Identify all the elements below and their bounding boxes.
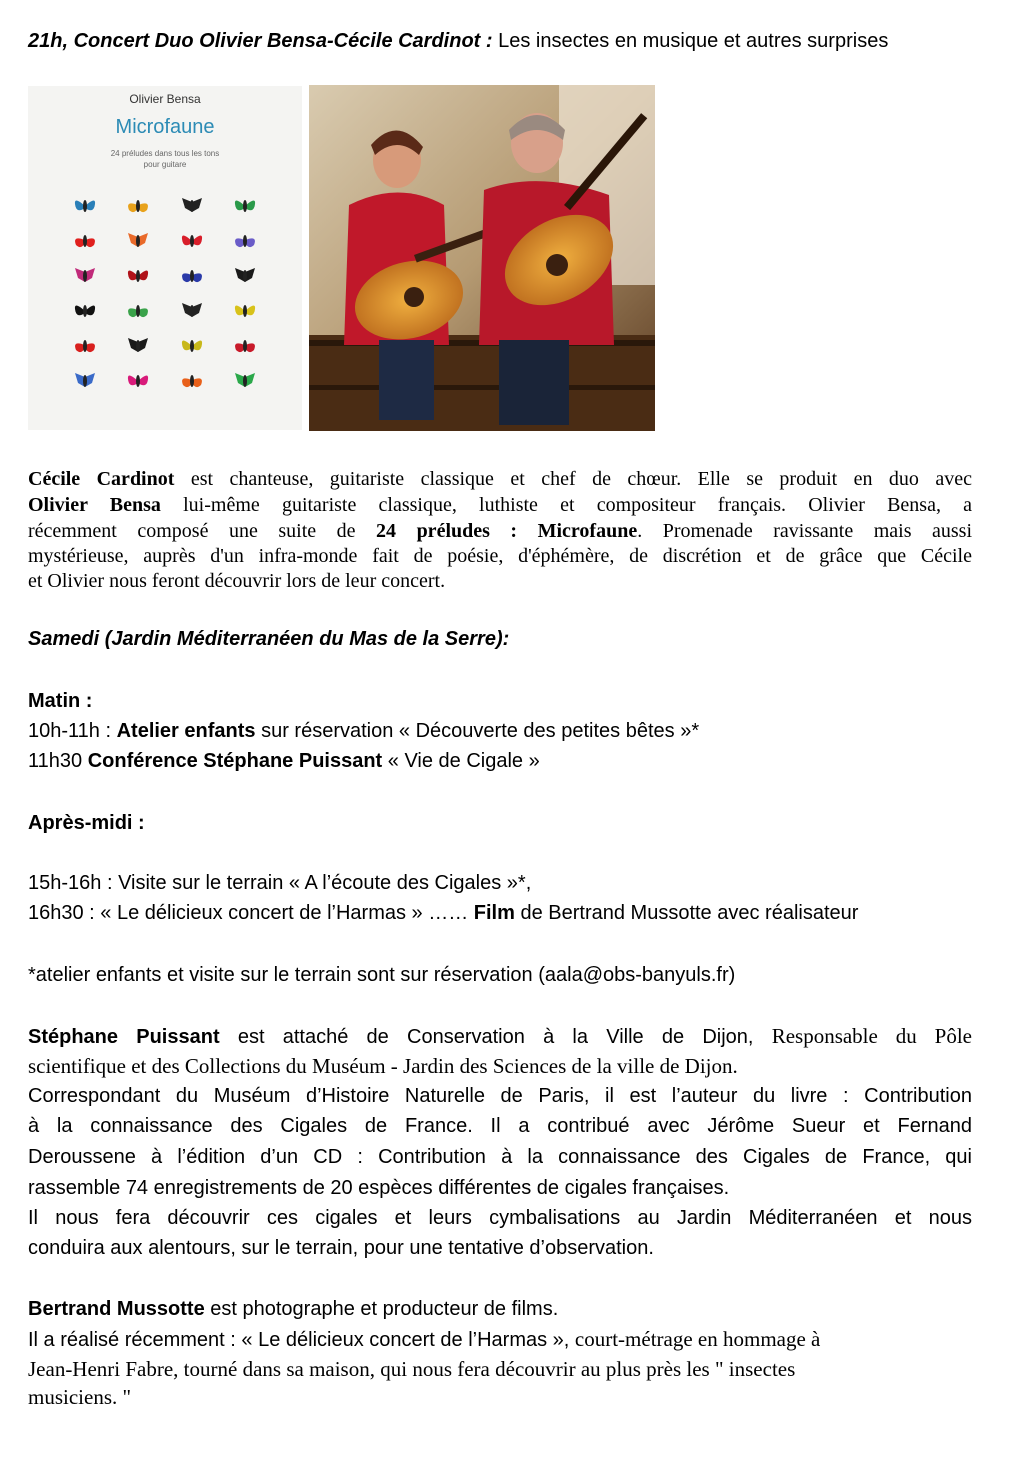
p2-line3: Correspondant du Muséum d’Histoire Naturelle de Paris, il est l’auteur du livre : Contribution	[28, 1085, 972, 1107]
insect-icon	[58, 371, 112, 391]
insect-icon	[219, 231, 273, 251]
duo-photo	[309, 85, 655, 431]
p1-line3-text-a: récemment composé une suite de	[28, 520, 377, 542]
p1-line2	[28, 492, 972, 518]
cover-title: Microfaune	[115, 116, 215, 138]
insect-icon	[165, 196, 219, 216]
p1-line2-text: lui-même guitariste classique, luthiste et compositeur français. Olivier Bensa, a	[160, 494, 972, 516]
insect-icon	[58, 266, 112, 286]
insect-icon	[219, 266, 273, 286]
event-heading-title: 21h, Concert Duo Olivier Bensa-Cécile Cardinot :	[28, 30, 493, 52]
m2-time: 11h30	[28, 750, 88, 772]
p2-line1-serif: Responsable du Pôle	[771, 1024, 972, 1048]
afternoon-label: Après-midi :	[28, 812, 145, 834]
p3-line2	[28, 1326, 820, 1353]
p1-line1-text: est chanteuse, guitariste classique et chef de chœur. Elle se produit en duo avec	[174, 468, 972, 490]
name-olivier: Olivier Bensa	[28, 494, 161, 516]
cover-author: Olivier Bensa	[129, 92, 201, 106]
insect-icon	[112, 196, 166, 216]
p3-line3: Jean-Henri Fabre, tourné dans sa maison, qui nous fera découvrir au plus près les " insectes	[28, 1357, 796, 1381]
insect-grid	[58, 196, 272, 391]
name-stephane: Stéphane Puissant	[28, 1026, 220, 1048]
p2-line6: rassemble 74 enregistrements de 20 espèces différentes de cigales françaises.	[28, 1177, 730, 1199]
p2-line8: conduira aux alentours, sur le terrain, pour une tentative d’observation.	[28, 1237, 654, 1259]
insect-icon	[58, 231, 112, 251]
p2-line4: à la connaissance des Cigales de France. Il a contribué avec Jérôme Sueur et Fernand	[28, 1115, 972, 1137]
afternoon-item-2	[28, 900, 858, 926]
p3-line2-text-a: Il a réalisé récemment : « Le délicieux concert de l’Harmas »,	[28, 1329, 575, 1351]
name-cecile: Cécile Cardinot	[28, 468, 175, 490]
insect-icon	[112, 301, 166, 321]
m2-bold: Conférence Stéphane Puissant	[87, 750, 383, 772]
p1-line1	[28, 466, 972, 492]
event-heading	[28, 28, 888, 54]
p2-line5: Deroussene à l’édition d’un CD : Contribution à la connaissance des Cigales de France, qui	[28, 1146, 972, 1168]
m2-text: « Vie de Cigale »	[382, 750, 540, 772]
insect-icon	[58, 336, 112, 356]
insect-icon	[165, 266, 219, 286]
p2-line2: scientifique et des Collections du Muséum - Jardin des Sciences de la ville de Dijon.	[28, 1054, 738, 1078]
cover-subtitle-line2: pour guitare	[143, 160, 187, 169]
book-cover-image	[28, 86, 302, 430]
insect-icon	[58, 301, 112, 321]
p3-line2-serif: court-métrage en hommage à	[574, 1327, 821, 1351]
event-heading-subtitle: Les insectes en musique et autres surprises	[492, 30, 889, 52]
p2-line1	[28, 1023, 972, 1050]
a2-text-a: 16h30 : « Le délicieux concert de l’Harmas » ……	[28, 902, 474, 924]
reservation-note: *atelier enfants et visite sur le terrain sont sur réservation (aala@obs-banyuls.fr)	[28, 964, 736, 986]
insect-icon	[219, 196, 273, 216]
name-bertrand: Bertrand Mussotte	[28, 1298, 205, 1320]
insect-icon	[112, 371, 166, 391]
a2-text-b: de Bertrand Mussotte avec réalisateur	[514, 902, 859, 924]
insect-icon	[165, 371, 219, 391]
insect-icon	[219, 301, 273, 321]
p3-line4: musiciens. "	[28, 1385, 132, 1409]
m1-text: sur réservation « Découverte des petites bêtes »*	[255, 720, 700, 742]
work-title: 24 préludes : Microfaune	[376, 520, 638, 542]
insect-icon	[165, 301, 219, 321]
cover-subtitle-line1: 24 préludes dans tous les tons	[110, 149, 220, 158]
insect-icon	[58, 196, 112, 216]
p2-line7: Il nous fera découvrir ces cigales et leurs cymbalisations au Jardin Méditerranéen et nous	[28, 1207, 972, 1229]
m1-bold: Atelier enfants	[116, 720, 256, 742]
p1-line5: et Olivier nous feront découvrir lors de leur concert.	[28, 570, 446, 592]
saturday-title: Samedi (Jardin Méditerranéen du Mas de la Serre):	[28, 628, 510, 650]
morning-label: Matin :	[28, 690, 93, 712]
a2-bold: Film	[473, 902, 515, 924]
p2-line1-text: est attaché de Conservation à la Ville de Dijon,	[219, 1026, 772, 1048]
cover-subtitle	[28, 148, 302, 170]
duo-photo-illustration	[309, 85, 655, 431]
insect-icon	[112, 266, 166, 286]
p1-line3	[28, 518, 972, 544]
insect-icon	[112, 336, 166, 356]
p1-line4: mystérieuse, auprès d'un infra-monde fait de poésie, d'éphémère, de discrétion et de grâce que Cécile	[28, 545, 972, 567]
afternoon-item-1: 15h-16h : Visite sur le terrain « A l’écoute des Cigales »*,	[28, 872, 532, 894]
morning-item-2	[28, 748, 540, 774]
m1-time: 10h-11h :	[28, 720, 117, 742]
p3-line1	[28, 1296, 558, 1322]
p1-line3-text-b: . Promenade ravissante mais aussi	[637, 520, 973, 542]
insect-icon	[165, 231, 219, 251]
p3-line1-text: est photographe et producteur de films.	[204, 1298, 559, 1320]
insect-icon	[112, 231, 166, 251]
morning-item-1	[28, 718, 699, 744]
insect-icon	[219, 371, 273, 391]
insect-icon	[165, 336, 219, 356]
insect-icon	[219, 336, 273, 356]
